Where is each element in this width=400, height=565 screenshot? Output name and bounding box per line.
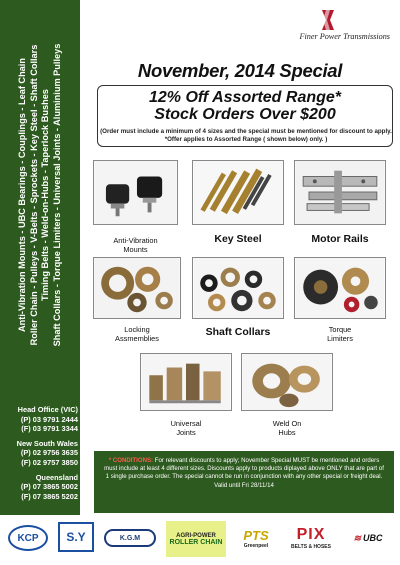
kgm-logo: K.G.M — [104, 529, 156, 547]
office-name: Head Office (VIC) — [17, 405, 78, 414]
logo-mark-icon — [316, 8, 340, 32]
motor-rails-image — [294, 160, 386, 225]
agri-power-top: AGRI-POWER — [176, 532, 216, 539]
product-label: Motor Rails — [311, 233, 369, 245]
office-contacts — [4, 405, 78, 501]
ubc-swoosh-icon: ≋ — [353, 532, 362, 543]
product-label: Torque Limiters — [327, 325, 353, 343]
office-fax: (F) 07 3865 5202 — [21, 491, 78, 501]
pix-sub: BELTS & HOSES — [291, 544, 331, 550]
pts-sub: Greenpeel — [243, 542, 269, 549]
office-name: Queensland — [35, 472, 78, 482]
company-logo — [260, 8, 390, 42]
brand-logos — [0, 515, 400, 565]
ubc-logo — [346, 525, 390, 551]
office-fax: (F) 03 9791 3344 — [21, 424, 78, 434]
office-phone: (P) 07 3865 5002 — [20, 482, 78, 492]
agri-power-bottom: ROLLER CHAIN — [169, 538, 223, 546]
pix-logo — [286, 521, 336, 555]
conditions-text: For relevant discounts to apply; November Special MUST be mentioned and orders must include at least 4 different sizes. Discounts apply to products diplayed above ONLY that are part of 1 single purchase order. The special cannot be run in conjunction with any other special or freight deal. Valid until Fri 28/11/14 — [104, 457, 384, 489]
sidebar — [0, 0, 80, 515]
range-line: Roller Chain - Pulleys - V-Belts - Sprockets - Key Steel - Shaft Collars — [28, 44, 39, 346]
shaft-collars-image — [192, 257, 284, 319]
pts-logo — [236, 523, 276, 553]
offer-subheadline: Stock Orders Over $200 — [154, 106, 336, 123]
ubc-mark: UBC — [363, 533, 383, 543]
office-fax: (F) 02 9757 3850 — [21, 457, 78, 467]
pix-mark: PIX — [296, 526, 326, 543]
company-name: Finer Power Transmissions — [299, 32, 390, 41]
torque-limiters-image — [294, 257, 386, 319]
product-range-text — [17, 15, 63, 375]
offer-headline: 12% Off Assorted Range* — [148, 89, 342, 106]
sy-logo: S.Y — [58, 522, 94, 552]
product-label: Anti-Vibration Mounts — [113, 236, 158, 254]
office-nsw — [4, 439, 78, 468]
product-label: Universal Joints — [170, 419, 202, 437]
universal-joints-image — [140, 353, 232, 411]
pts-mark: PTS — [243, 527, 269, 543]
office-vic — [4, 405, 78, 434]
office-name: New South Wales — [16, 438, 78, 448]
product-label: Weld On Hubs — [272, 419, 302, 437]
range-line: Timing Belts - Weld-on-Hubs - Taperlock Bushes — [40, 89, 50, 301]
agri-power-logo — [166, 521, 226, 557]
office-qld — [4, 473, 78, 502]
kcp-logo: KCP — [8, 525, 48, 551]
key-steel-image — [192, 160, 284, 225]
weld-on-hubs-image — [241, 353, 333, 411]
office-phone: (P) 02 9756 3635 — [20, 448, 78, 458]
product-label: Shaft Collars — [205, 326, 271, 338]
conditions-box — [94, 451, 394, 513]
office-phone: (P) 03 9791 2444 — [20, 414, 78, 424]
conditions-lead: * CONDITIONS: — [108, 457, 154, 464]
range-line: Shaft Collars - Torque Limiters - Universal Joints - Aluminium Pulleys — [51, 43, 62, 347]
product-label: Key Steel — [214, 233, 262, 245]
anti-vibration-mounts-image — [93, 160, 178, 225]
page-title: November, 2014 Special — [137, 60, 343, 81]
product-label: Locking Assmemblies — [115, 325, 159, 343]
range-line: Anti-Vibration Mounts - UBC Bearings - Couplings - Leaf Chain — [17, 58, 27, 332]
locking-assemblies-image — [93, 257, 181, 319]
offer-note: (Order must include a minimum of 4 sizes and the special must be mentioned for discount to apply. *Offer applies to Assorted Range ( shown below) only. ) — [100, 128, 392, 143]
